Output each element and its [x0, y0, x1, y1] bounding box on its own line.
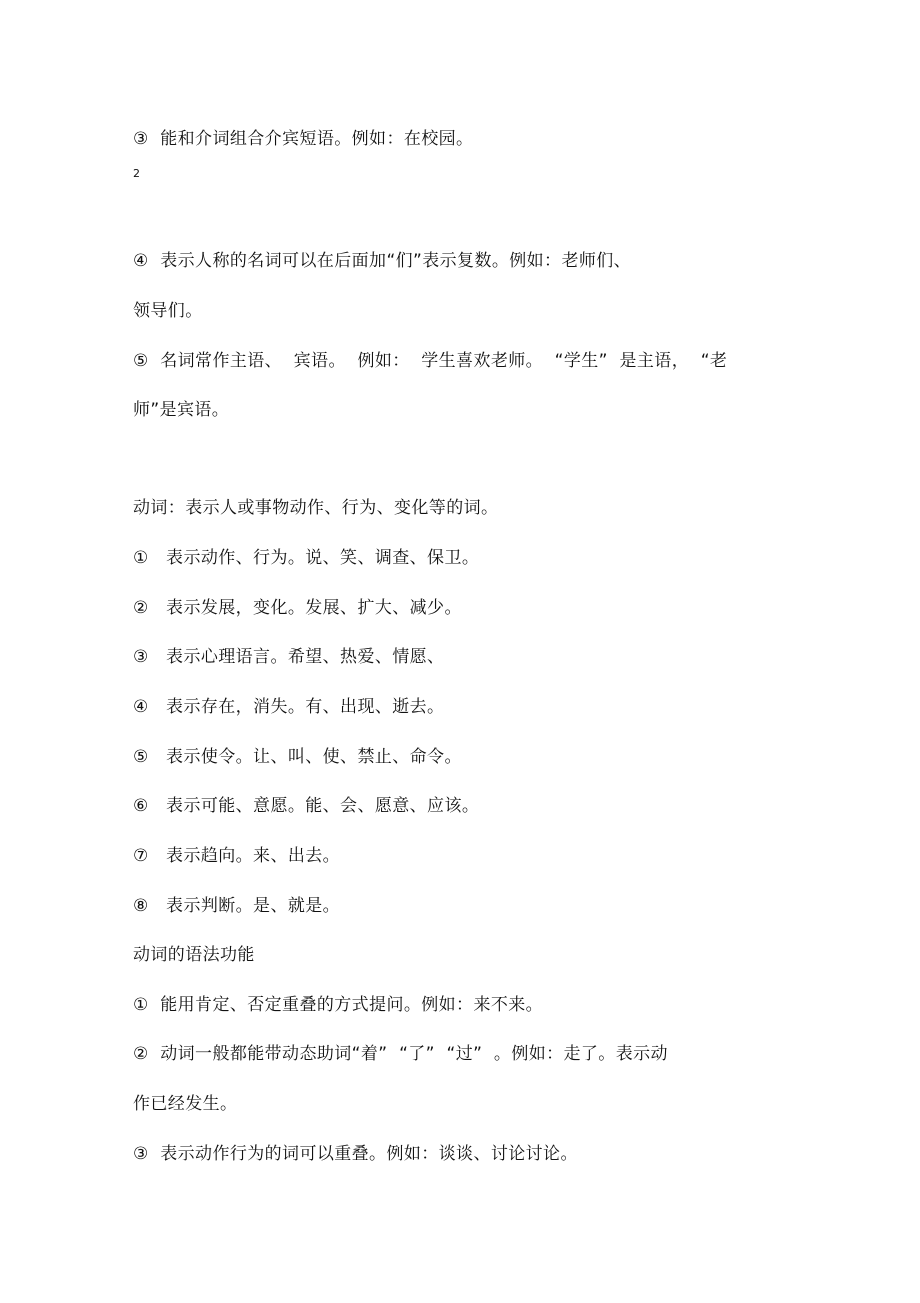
verb-function-item-3: ③ 表示动作行为的词可以重叠。例如：谈谈、讨论讨论。 [133, 1144, 578, 1164]
verb-function-item-2-line-1: ② 动词一般都能带动态助词“着” “了” “过” 。例如：走了。表示动 [133, 1044, 668, 1064]
noun-function-item-4-line-1: ④ 表示人称的名词可以在后面加“们”表示复数。例如：老师们、 [133, 251, 632, 271]
noun-function-item-5-line-2: 师”是宾语。 [133, 400, 230, 420]
verb-type-item: ④ 表示存在，消失。有、出现、逝去。 [133, 697, 445, 717]
verb-definition: 动词：表示人或事物动作、行为、变化等的词。 [133, 498, 499, 518]
verb-type-item: ② 表示发展，变化。发展、扩大、减少。 [133, 598, 462, 618]
noun-function-item-4-line-2: 领导们。 [133, 301, 203, 321]
noun-function-item-3: ③ 能和介词组合介宾短语。例如：在校园。 [133, 129, 474, 149]
page-number: 2 [133, 167, 140, 180]
verb-type-item: ③ 表示心理语言。希望、热爱、情愿、 [133, 647, 445, 667]
noun-function-item-5-line-1: ⑤ 名词常作主语、 宾语。 例如： 学生喜欢老师。 “学生” 是主语， “老 [133, 351, 728, 371]
verb-function-item-1: ① 能用肯定、否定重叠的方式提问。例如：来不来。 [133, 995, 544, 1015]
verb-type-item: ① 表示动作、行为。说、笑、调查、保卫。 [133, 548, 480, 568]
verb-type-item: ⑥ 表示可能、意愿。能、会、愿意、应该。 [133, 796, 480, 816]
verb-function-heading: 动词的语法功能 [133, 945, 255, 965]
verb-type-item: ⑧ 表示判断。是、就是。 [133, 896, 341, 916]
verb-type-item: ⑤ 表示使令。让、叫、使、禁止、命令。 [133, 747, 462, 767]
verb-type-item: ⑦ 表示趋向。来、出去。 [133, 846, 341, 866]
verb-function-item-2-line-2: 作已经发生。 [133, 1094, 238, 1114]
